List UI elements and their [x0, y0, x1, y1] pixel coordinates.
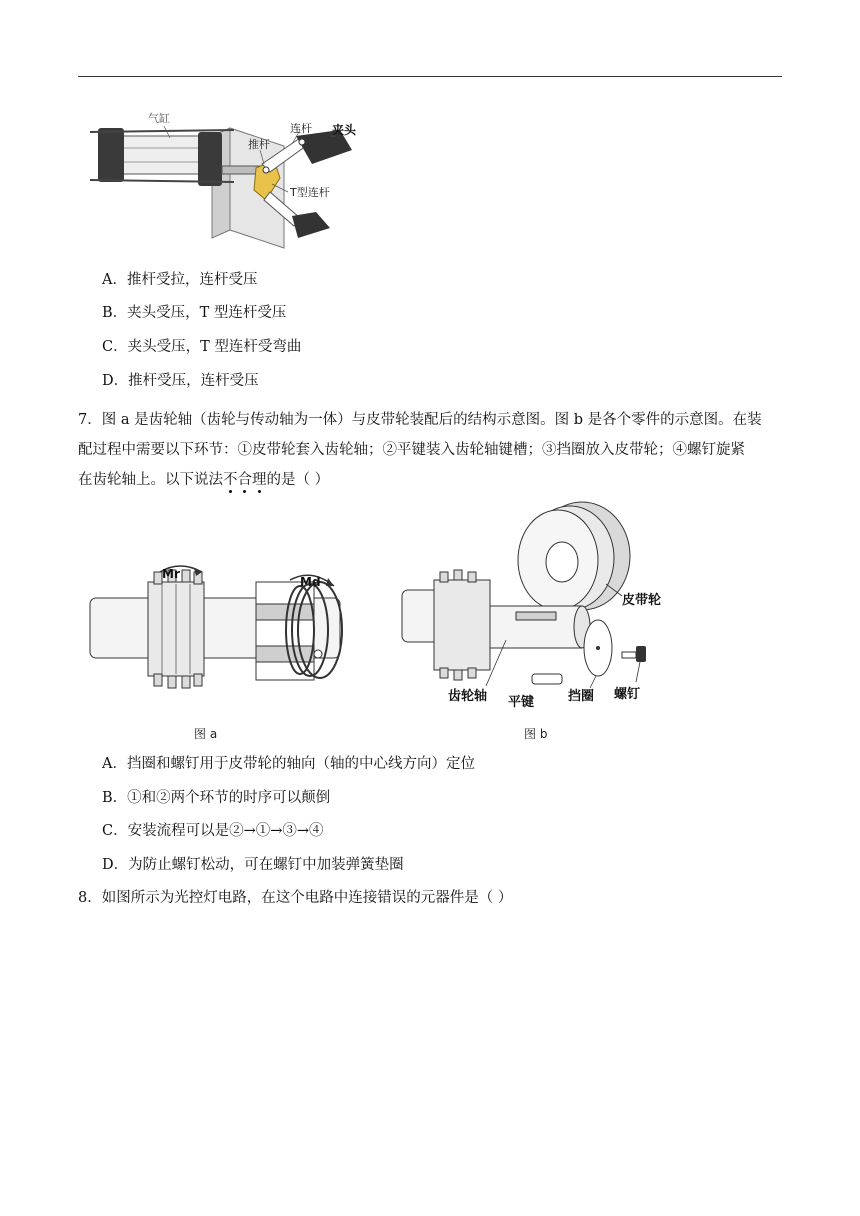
q8-line-1: 8．如图所示为光控灯电路，在这个电路中连接错误的元器件是（ ）	[78, 890, 513, 906]
label-t-link: T型连杆	[290, 186, 330, 199]
label-link: 连杆	[290, 122, 312, 135]
caption-figure-b: 图 b	[524, 727, 548, 741]
label-clamp: 夹头	[332, 123, 357, 137]
label-retainer: 挡圈	[568, 689, 595, 704]
label-push-rod: 推杆	[248, 138, 270, 151]
caption-figure-a: 图 a	[194, 727, 218, 741]
q7-line-1: 7．图 a 是齿轮轴（齿轮与传动轴为一体）与皮带轮装配后的结构示意图。图 b 是各个零件的示意图。在装	[78, 412, 762, 428]
q6-option-a: A．推杆受拉，连杆受压	[102, 272, 258, 288]
q7-option-b: B．①和②两个环节的时序可以颠倒	[102, 790, 331, 806]
header-rule	[78, 76, 782, 77]
cylinder-clamp-figure	[84, 108, 360, 258]
q7-option-c: C．安装流程可以是②→①→③→④	[102, 823, 324, 839]
question-8-stem	[78, 883, 782, 913]
label-md: Md	[300, 575, 321, 589]
label-flat-key: 平键	[508, 695, 535, 710]
question-7-stem	[78, 405, 782, 495]
label-screw: 螺钉	[614, 687, 641, 702]
q6-option-c: C．夹头受压，T 型连杆受弯曲	[102, 339, 302, 355]
q6-option-b: B．夹头受压，T 型连杆受压	[102, 305, 287, 321]
label-mr: Mr	[162, 567, 180, 581]
figure-b-parts	[396, 500, 686, 745]
q6-option-d: D．推杆受压，连杆受压	[102, 373, 259, 389]
label-gear-shaft: 齿轮轴	[448, 689, 488, 704]
q7-line-3: 在齿轮轴上。以下说法不合理的是（ ）	[78, 472, 330, 488]
q7-option-a: A．挡圈和螺钉用于皮带轮的轴向（轴的中心线方向）定位	[102, 756, 475, 772]
label-pulley: 皮带轮	[622, 593, 662, 608]
label-cylinder: 气缸	[148, 112, 170, 125]
q7-line-2: 配过程中需要以下环节：①皮带轮套入齿轮轴；②平键装入齿轮轴键槽；③挡圈放入皮带轮；④螺钉旋紧	[78, 442, 745, 458]
figure-a-assembly	[84, 560, 354, 745]
q7-option-d: D．为防止螺钉松动，可在螺钉中加装弹簧垫圈	[102, 857, 404, 873]
